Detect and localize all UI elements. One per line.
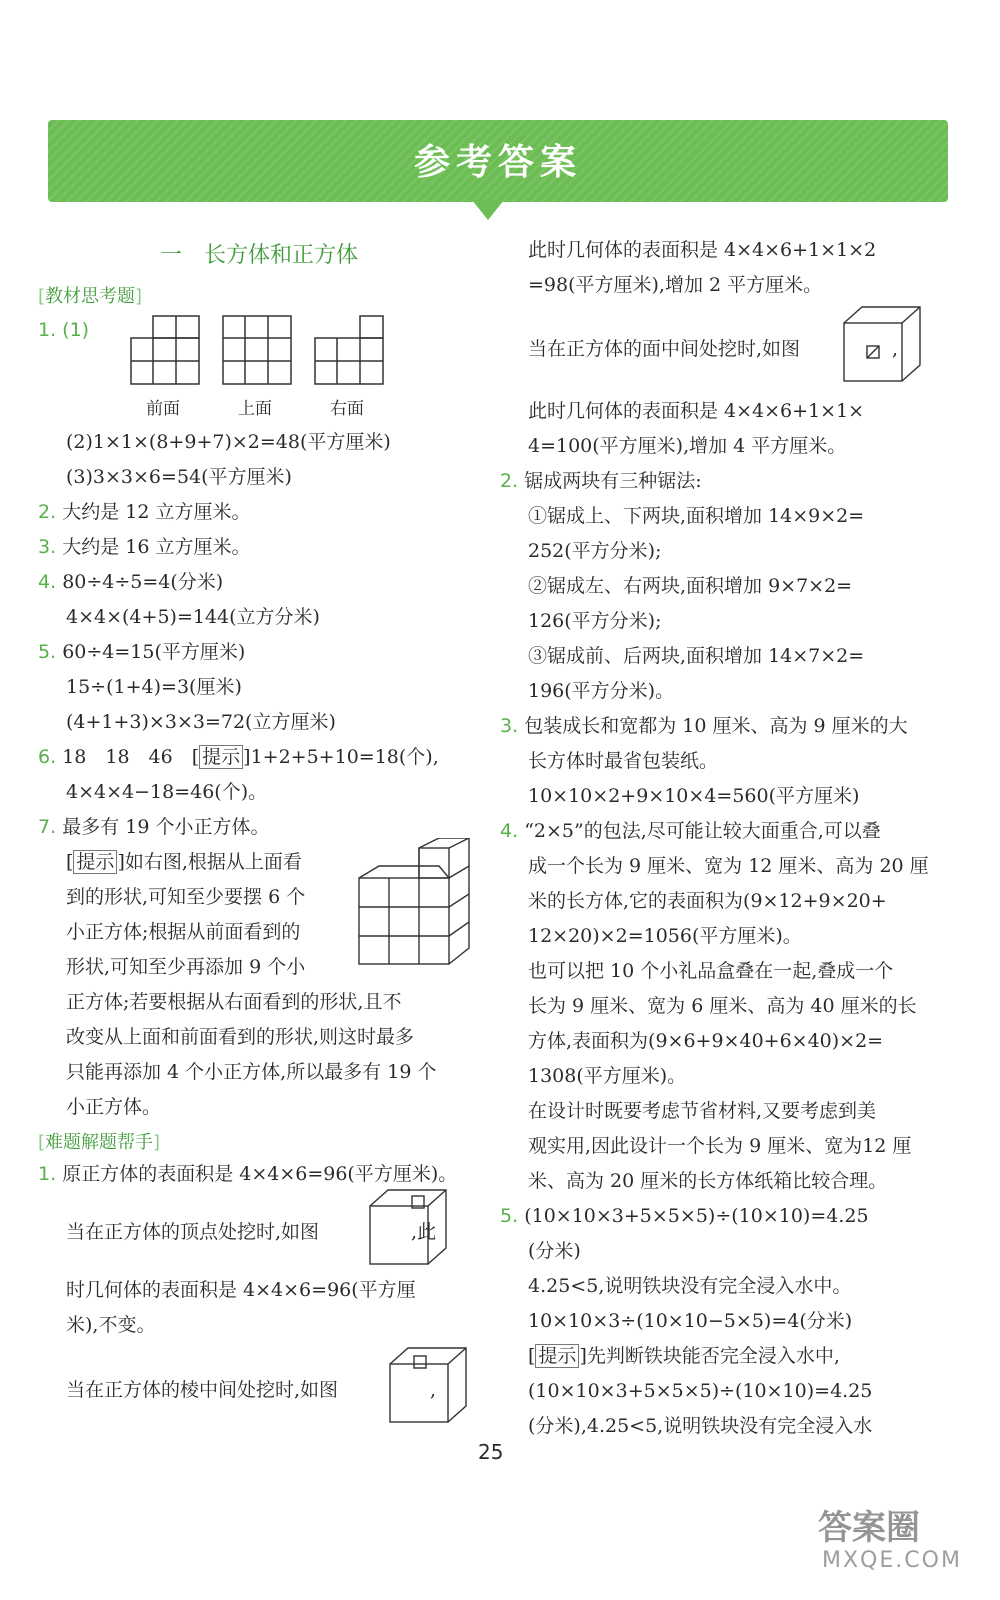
answer-line: (2)1×1×(8+9+7)×2=48(平方厘米) (66, 431, 391, 453)
top-view-grid (222, 315, 292, 385)
answer-line: 米的长方体,它的表面积为(9×12+9×20+ (528, 890, 887, 912)
answer-line: 时几何体的表面积是 4×4×6=96(平方厘 (66, 1279, 416, 1301)
answer-1-label: 1. (1) (38, 319, 90, 341)
front-view-grid (130, 315, 200, 385)
answer-line: (10×10×3+5×5×5)÷(10×10)=4.25 (528, 1380, 873, 1402)
hint-line: [ 提示 ]如右图,根据从上面看 (66, 851, 302, 873)
answer-5: 5. 60÷4=15(平方厘米) (38, 641, 246, 663)
answer-line: (3)3×3×6=54(平方厘米) (66, 466, 292, 488)
answer-line: 252(平方分米); (528, 540, 662, 562)
answer-line: 小正方体。 (66, 1096, 162, 1118)
answer-line: 形状,可知至少再添加 9 个小 (66, 956, 306, 978)
right-label: 右面 (330, 399, 364, 419)
answer-line: ①锯成上、下两块,面积增加 14×9×2= (528, 505, 865, 527)
hard-answer-1: 1. 原正方体的表面积是 4×4×6=96(平方厘米)。 (38, 1163, 458, 1185)
answer-line: 米、高为 20 厘米的长方体纸箱比较合理。 (528, 1170, 888, 1192)
answer-line: 此时几何体的表面积是 4×4×6+1×1×2 (528, 239, 877, 261)
answer-line: 当在正方体的面中间处挖时,如图 , (528, 338, 899, 360)
right-view-grid (314, 315, 384, 385)
answer-line: 4×4×(4+5)=144(立方分米) (66, 606, 320, 628)
watermark-logo: 答案圈 (818, 1508, 920, 1548)
answer-line: 只能再添加 4 个小正方体,所以最多有 19 个 (66, 1061, 437, 1083)
answer-line: 改变从上面和前面看到的形状,则这时最多 (66, 1026, 415, 1048)
front-label: 前面 (146, 399, 180, 419)
answer-line: 10×10×2+9×10×4=560(平方厘米) (528, 785, 860, 807)
answer-line: 长方体时最省包装纸。 (528, 750, 719, 772)
page-number: 25 (478, 1440, 504, 1464)
page-title: 参考答案 (413, 142, 582, 183)
answer-line: 4=100(平方厘米),增加 4 平方厘米。 (528, 435, 847, 457)
answer-6: 6. 18 18 46 [ 提示 ]1+2+5+10=18(个), (38, 746, 439, 768)
answer-line: ②锯成左、右两块,面积增加 9×7×2= (528, 575, 853, 597)
answer-line: 12×20)×2=1056(平方厘米)。 (528, 925, 802, 947)
answer-line: 10×10×3÷(10×10−5×5)=4(分米) (528, 1310, 853, 1332)
answer-line: 也可以把 10 个小礼品盒叠在一起,叠成一个 (528, 960, 894, 982)
answer-5-right: 5. (10×10×3+5×5×5)÷(10×10)=4.25 (500, 1205, 869, 1227)
answer-2-right: 2. 锯成两块有三种锯法: (500, 470, 702, 492)
hint-line: [ 提示 ]先判断铁块能否完全浸入水中, (528, 1345, 840, 1367)
tag-textbook: [ 教材思考题 ] (38, 282, 142, 308)
answer-line: =98(平方厘米),增加 2 平方厘米。 (528, 274, 823, 296)
answer-4: 4. 80÷4÷5=4(分米) (38, 571, 224, 593)
answer-line: (分米),4.25<5,说明铁块没有完全浸入水 (528, 1415, 873, 1437)
watermark-url: MXQE.COM (822, 1548, 962, 1573)
answer-line: 当在正方体的棱中间处挖时,如图 , (66, 1379, 437, 1401)
tag-hard-problems: [ 难题解题帮手 ] (38, 1128, 160, 1154)
answer-line: 正方体;若要根据从右面看到的形状,且不 (66, 991, 402, 1013)
answer-2: 2. 大约是 12 立方厘米。 (38, 501, 251, 523)
section-title: 一 长方体和正方体 (160, 243, 359, 268)
answer-line: 4×4×4−18=46(个)。 (66, 781, 268, 803)
answer-line: (分米) (528, 1240, 581, 1262)
answer-line: 长为 9 厘米、宽为 6 厘米、高为 40 厘米的长 (528, 995, 917, 1017)
answer-line: 到的形状,可知至少要摆 6 个 (66, 886, 306, 908)
top-label: 上面 (238, 399, 272, 419)
answer-line: 196(平方分米)。 (528, 680, 675, 702)
answer-line: 成一个长为 9 厘米、宽为 12 厘米、高为 20 厘 (528, 855, 929, 877)
answer-line: 1308(平方厘米)。 (528, 1065, 687, 1087)
answer-3: 3. 大约是 16 立方厘米。 (38, 536, 251, 558)
answer-line: 4.25<5,说明铁块没有完全浸入水中。 (528, 1275, 852, 1297)
answer-line: 当在正方体的顶点处挖时,如图 ,此 (66, 1221, 437, 1243)
answer-3-right: 3. 包装成长和宽都为 10 厘米、高为 9 厘米的大 (500, 715, 908, 737)
answer-line: (4+1+3)×3×3=72(立方厘米) (66, 711, 336, 733)
cube-corner-cut-figure (368, 1188, 448, 1268)
answer-line: 小正方体;根据从前面看到的 (66, 921, 301, 943)
cube-face-cut-figure (842, 305, 922, 385)
cube-edge-cut-figure (388, 1346, 468, 1426)
answer-line: 此时几何体的表面积是 4×4×6+1×1× (528, 400, 865, 422)
answer-line: 15÷(1+4)=3(厘米) (66, 676, 242, 698)
answer-line: 米),不变。 (66, 1314, 156, 1336)
answer-line: 方体,表面积为(9×6+9×40+6×40)×2= (528, 1030, 884, 1052)
answer-line: ③锯成前、后两块,面积增加 14×7×2= (528, 645, 865, 667)
answer-line: 在设计时既要考虑节省材料,又要考虑到美 (528, 1100, 877, 1122)
title-banner (48, 120, 948, 202)
answer-4-right: 4. “2×5”的包法,尽可能让较大面重合,可以叠 (500, 820, 881, 842)
answer-line: 126(平方分米); (528, 610, 662, 632)
answer-line: 观实用,因此设计一个长为 9 厘米、宽为12 厘 (528, 1135, 912, 1157)
answer-7: 7. 最多有 19 个小正方体。 (38, 816, 270, 838)
stacked-cubes-figure (355, 838, 475, 968)
banner-pointer (472, 200, 504, 220)
